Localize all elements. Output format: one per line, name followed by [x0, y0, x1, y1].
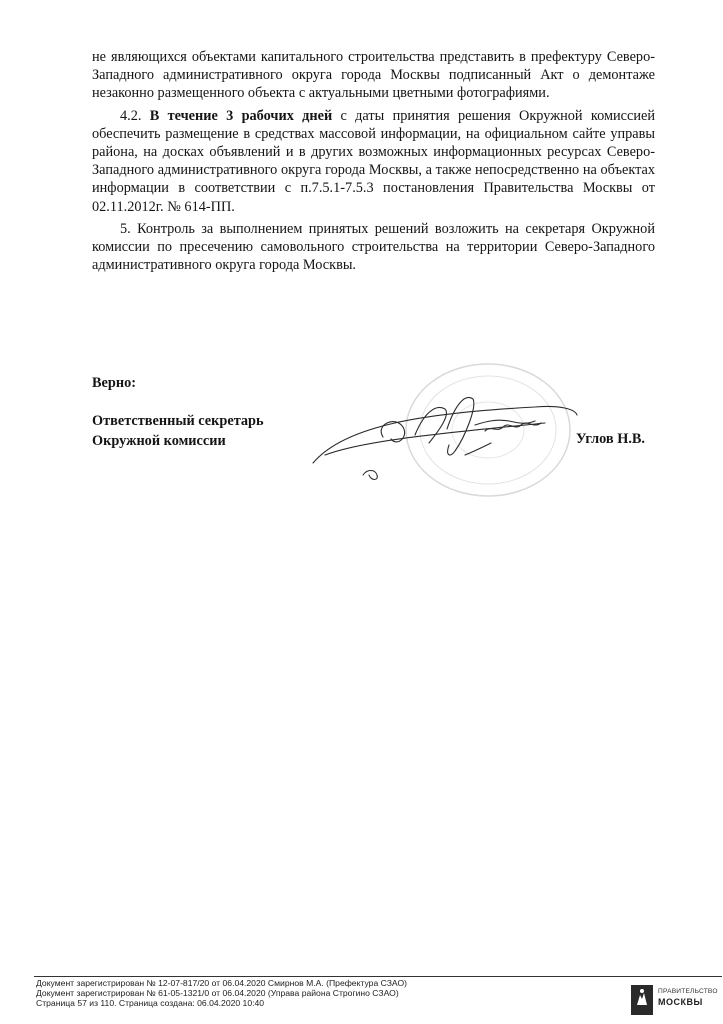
- paragraph-continuation: не являющихся объектами капитального строительства представить в префектуру Северо-Западного административного округа города Москвы подписанный Акт о демонтаже незаконно размещенного объекта с актуальными цветными фотографиями.: [92, 49, 655, 102]
- moscow-government-logo: [631, 983, 721, 1019]
- moscow-emblem-icon: [631, 985, 653, 1015]
- paragraph-4-2: [92, 107, 655, 216]
- body-text: [92, 48, 655, 278]
- footer-line-2: Документ зарегистрирован № 61-05-1321/0 от 06.04.2020 (Управа района Строгино СЗАО): [36, 987, 399, 998]
- logo-text-line1: ПРАВИТЕЛЬСТВО: [658, 988, 718, 995]
- logo-text-line2: МОСКВЫ: [658, 997, 703, 1007]
- signatory-name: Углов Н.В.: [576, 431, 645, 447]
- paragraph-4-2-text: с даты принятия решения Окружной комиссией обеспечить размещение в средствах массовой информации, на официальном сайте управы района, на досках объявлений и в других возможных информационных ресурсах Северо-Западного административного округа города Москвы, а также непосредственно на объектах информации в соответствии с п.7.5.1-7.5.3 постановления Правительства Москвы от 02.11.2012г. № 614-ПП.: [92, 107, 655, 215]
- verno-label: Верно:: [92, 375, 136, 391]
- footer-line-3: Страница 57 из 110. Страница создана: 06.04.2020 10:40: [36, 997, 265, 1008]
- paragraph-number: 4.2.: [120, 107, 150, 124]
- signatory-title-line1: Ответственный секретарь: [92, 413, 264, 429]
- signatory-title: [92, 411, 264, 451]
- deadline-emphasis: В течение 3 рабочих дней: [149, 107, 333, 124]
- registration-footer: [36, 979, 407, 1008]
- footer-line-1: Документ зарегистрирован № 12-07-817/20 от 06.04.2020 Смирнов М.А. (Префектура СЗАО): [36, 978, 408, 988]
- footer-divider: [34, 976, 722, 977]
- handwritten-signature: [305, 385, 585, 485]
- signatory-title-line2: Окружной комиссии: [92, 433, 226, 449]
- paragraph-5: 5. Контроль за выполнением принятых решений возложить на секретаря Окружной комиссии по пресечению самовольного строительства на территории Северо-Западного административного округа города Москвы.: [92, 220, 655, 274]
